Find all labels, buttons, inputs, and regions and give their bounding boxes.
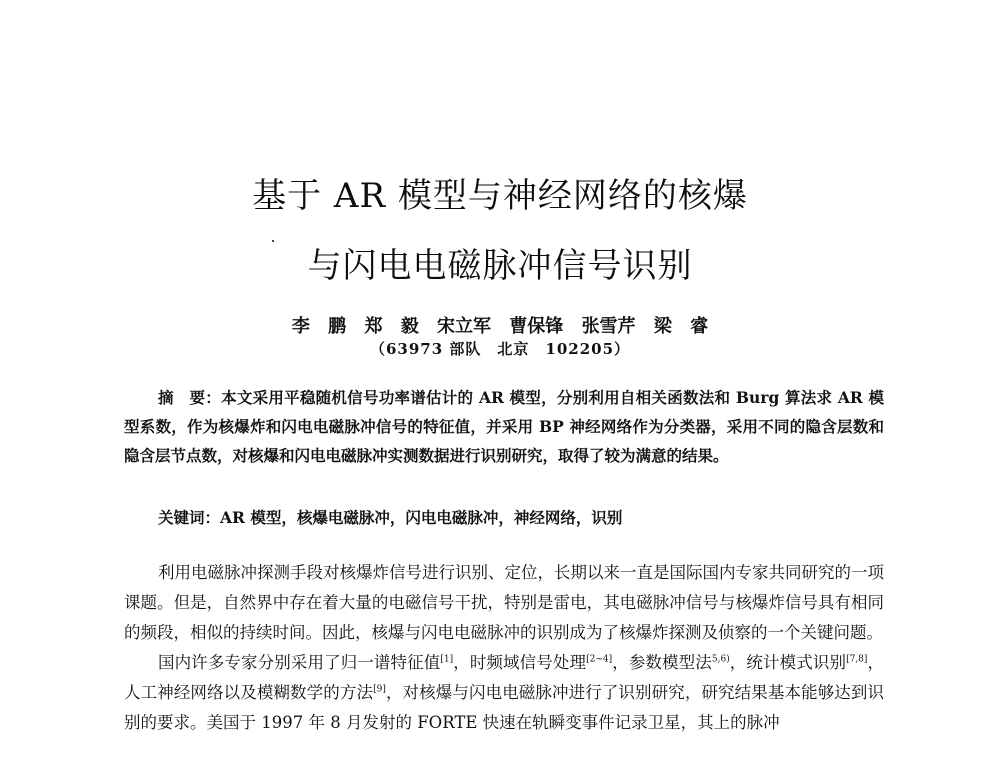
citation: [1] [440,654,454,665]
author: 梁 睿 [653,316,709,337]
author: 宋立军 [437,316,491,337]
paragraph-text: ，人工神经网络以及模糊数学的方法 [124,653,885,702]
paragraph-text: ，参数模型法 [612,653,712,672]
author: 张雪芹 [581,316,636,337]
paragraph-2 [124,648,884,738]
paragraph-text: ，统计模式识别 [729,653,847,672]
title-line-2: 与闪电电磁脉冲信号识别 [307,246,693,286]
citation: [2~4] [586,654,613,665]
paragraph-1: 利用电磁脉冲探测手段对核爆炸信号进行识别、定位，长期以来一直是国际国内专家共同研究的一项课题。但是，自然界中存在着大量的电磁信号干扰，特别是雷电，其电磁脉冲信号与核爆炸信号具有相同的频段，相似的持续时间。因此，核爆与闪电电磁脉冲的识别成为了核爆炸探测及侦察的一个关键问题。 [124,563,884,642]
affiliation: （63973 部队 北京 102205） [369,340,631,358]
keywords-label: 关键词： [158,508,221,527]
author: 曹保锋 [509,316,564,337]
keywords-text: AR 模型，核爆电磁脉冲，闪电电磁脉冲，神经网络，识别 [220,508,623,527]
body-text [124,558,884,738]
keywords [158,503,884,532]
citation: 5,6) [711,654,730,665]
author: 郑 毅 [364,316,419,337]
author: 李 鹏 [291,316,347,337]
citation: [9] [373,684,386,695]
citation: [7,8] [846,654,868,665]
title-line-1: 基于 AR 模型与神经网络的核爆 [252,176,748,216]
abstract-label: 摘 要： [158,388,222,407]
paragraph-text: ，对核爆与闪电电磁脉冲进行了识别研究，研究结果基本能够达到识别的要求。美国于 1997 年 8 月发射的 FORTE 快速在轨瞬变事件记录卫星，其上的脉冲 [124,683,885,732]
paragraph-text: ，时频域信号处理 [453,653,587,672]
abstract-text: 本文采用平稳随机信号功率谱估计的 AR 模型，分别利用自相关函数法和 Burg 算法求 AR 模型系数，作为核爆炸和闪电电磁脉冲信号的特征值，并采用 BP 神经网络作为分类器，采用不同的隐含层数和隐含层节点数，对核爆和闪电电磁脉冲实测数据进行识别研究，取得了较为满意的结果。 [124,388,884,465]
author-list [0,312,1000,338]
paragraph-text: 国内许多专家分别采用了归一谱特征值 [158,653,441,672]
abstract [124,383,884,470]
